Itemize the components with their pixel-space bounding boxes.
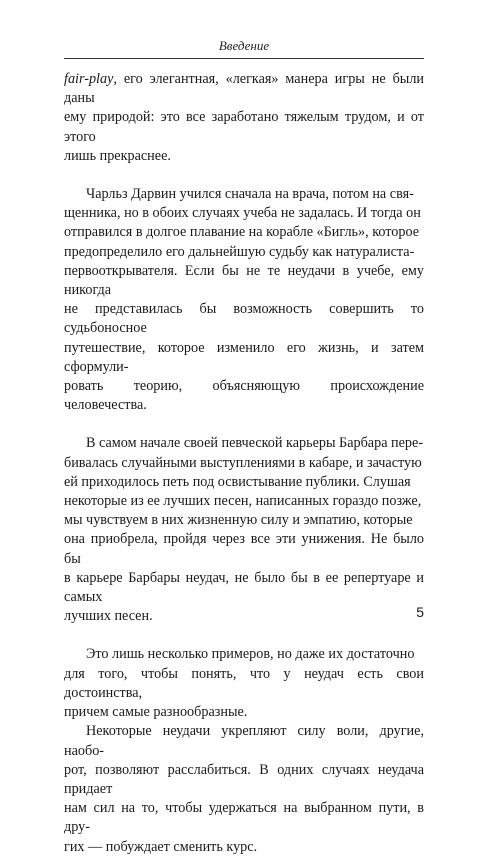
paragraph	[64, 70, 424, 166]
text-line: гих — побуждает сменить курс.	[64, 838, 258, 855]
text-line: путешествие, которое изменило его жизнь, и затем сформули-	[64, 339, 424, 375]
text-line: Некоторые неудачи укрепляют силу воли, другие, наобо-	[64, 723, 424, 759]
text-line: в карьере Барбары неудач, не было бы в ее репертуаре и самых	[64, 569, 424, 606]
text-line: не представилась бы возможность совершить то судьбоносное	[64, 301, 424, 337]
text-line: лишь прекраснее.	[64, 147, 171, 164]
text-line: рот, позволяют расслабиться. В одних случаях неудача придает	[64, 761, 424, 797]
text-line: она приобрела, пройдя через все эти унижения. Не было бы	[64, 531, 424, 567]
text-line: В самом начале своей певческой карьеры Барбара пере-	[86, 435, 424, 452]
text-line: первооткрывателя. Если бы не те неудачи в учебе, ему никогда	[64, 262, 424, 299]
text-line: щенника, но в обоих случаях учеба не задалась. И тогда он	[64, 205, 421, 222]
page-body	[64, 70, 424, 857]
paragraph	[64, 722, 424, 856]
text-line: Чарльз Дарвин учился сначала на врача, потом на свя-	[86, 186, 414, 203]
text-line: предопределило его дальнейшую судьбу как натуралиста-	[64, 243, 415, 260]
text-line: отправился в долгое плавание на корабле «Бигль», которое	[64, 224, 420, 241]
italic-term: fair-play	[64, 71, 114, 87]
text-line: причем самые разнообразные.	[64, 704, 248, 721]
text-line: бивалась случайными выступлениями в кабаре, и зачастую	[64, 454, 422, 471]
header-rule	[64, 58, 424, 59]
text-line: мы чувствуем в них жизненную силу и эмпатию, которые	[64, 512, 413, 529]
text-line: ей приходилось петь под освистывание публики. Слушая	[64, 473, 411, 490]
text-line: нам сил на то, чтобы удержаться на выбранном пути, в дру-	[64, 800, 424, 836]
paragraph	[64, 645, 424, 722]
text-line: для того, чтобы понять, что у неудач есть свои достоинства,	[64, 665, 424, 701]
text-line: лучших песен.	[64, 608, 153, 625]
text-line: Это лишь несколько примеров, но даже их достаточно	[86, 646, 415, 663]
text-line: некоторые из ее лучших песен, написанных гораздо позже,	[64, 493, 422, 510]
page-number: 5	[416, 604, 424, 620]
text-line: fair-play, его элегантная, «легкая» манера игры не были даны	[64, 71, 424, 107]
text-line: ровать теорию, объясняющую происхождение человечества.	[64, 378, 424, 414]
paragraph	[64, 185, 424, 415]
running-header: Введение	[218, 38, 270, 53]
paragraph	[64, 434, 424, 626]
text-line: ему природой: это все заработано тяжелым трудом, и от этого	[64, 109, 424, 145]
